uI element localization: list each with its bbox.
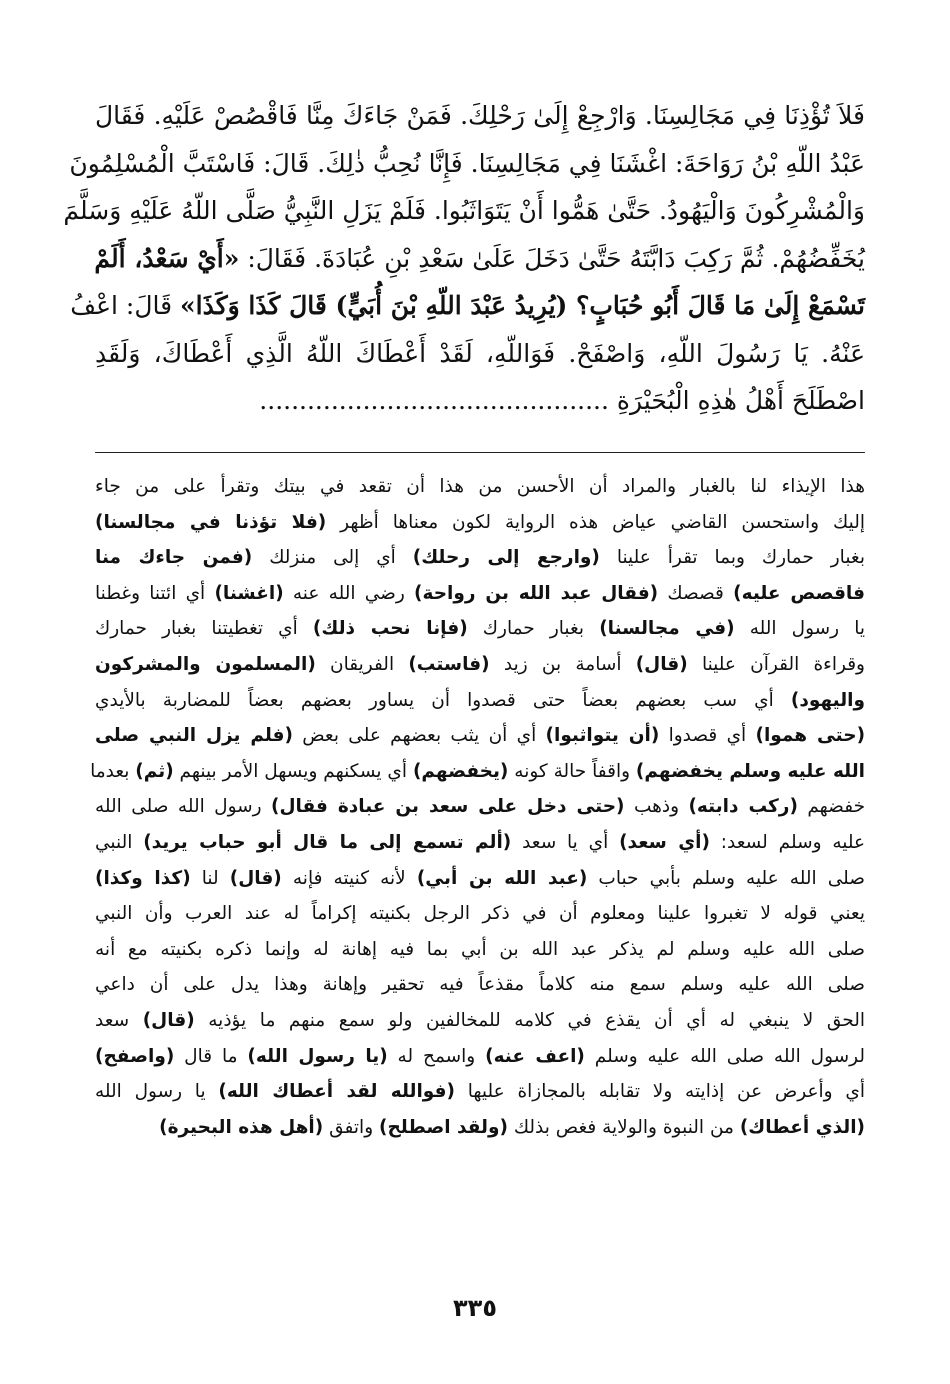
bold-text-run: الله عليه وسلم يخفضهم) (635, 760, 865, 782)
text-run: يُخَفِّضُهُمْ. ثُمَّ رَكِبَ دَابَّتَهُ حَتَّىٰ دَخَلَ عَلَىٰ سَعْدِ بْنِ عُبَادَةَ. فَقَالَ: (239, 243, 865, 273)
text-run: أي أن يثب بعضهم على بعض (292, 725, 546, 747)
text-run: عَبْدُ اللّهِ بْنُ رَوَاحَةَ: اغْشَنَا فِي مَجَالِسِنَا. فَإِنَّا نُحِبُّ ذٰلِكَ. قَالَ: فَاسْتَبَّ الْمُسْلِمُونَ (69, 148, 865, 178)
bold-text-run: (فقال عبد الله بن رواحة) (414, 582, 659, 604)
bold-text-run: (قال) (635, 654, 688, 675)
text-run: صلى الله عليه وسلم سمع منه كلاماً مقذعاً فيه تحقير وإهانة وهذا يدل على أن داعي (95, 974, 865, 996)
bold-text-run: (ركب دابته) (688, 796, 798, 818)
text-run: يعني قوله لا تغبروا علينا ومعلوم أن في ذكر الرجل بكنيته إكراماً له عند العرب وأن النبي (95, 903, 865, 925)
commentary-line (95, 1075, 865, 1109)
bold-text-run: (عبد الله بن أبي) (416, 867, 588, 889)
bold-text-run: (ولقد اصطلح) (379, 1116, 508, 1138)
text-run: فَلاَ تُؤْذِنَا فِي مَجَالِسِنَا. وَارْجِعْ إِلَىٰ رَحْلِكَ. فَمَنْ جَاءَكَ مِنَّا فَاقْصُصْ عَلَيْهِ. فَقَالَ (95, 101, 865, 130)
hadith-line (95, 235, 865, 283)
bold-text-run: (فاستب) (408, 654, 490, 675)
commentary-line (95, 897, 865, 931)
commentary-line (95, 1111, 865, 1145)
bold-text-run: (فإنا نحب ذلك) (312, 618, 468, 640)
hadith-line (95, 92, 865, 140)
bold-text-run: (فلا تؤذنا في مجالسنا) (95, 511, 327, 533)
text-run: واسمح له (387, 1045, 486, 1067)
bold-text-run: «أَيْ سَعْدُ، أَلَمْ (94, 243, 240, 273)
text-run: أي سب بعضهم بعضاً حتى قصدوا أن يساور بعضهم بعضاً للمضاربة بالأيدي (95, 689, 791, 711)
text-run: أي ائتنا وغطنا (95, 582, 215, 604)
bold-text-run: (الذي أعطاك) (739, 1116, 865, 1138)
bold-text-run: (واصفح) (95, 1045, 175, 1067)
bold-text-run: (حتى هموا) (755, 725, 866, 747)
bold-text-run: (وارجع إلى رحلك) (412, 547, 600, 569)
bold-text-run: واليهود) (790, 689, 865, 711)
commentary-line (95, 648, 865, 682)
commentary-line (95, 470, 865, 504)
hadith-line (95, 330, 865, 378)
hadith-line (69, 140, 865, 188)
hadith-line (95, 377, 865, 425)
commentary-line (95, 968, 865, 1002)
bold-text-run: (قال) (142, 1010, 195, 1031)
text-run: إليك واستحسن القاضي عياض هذه الرواية لكون معناها أظهر (326, 511, 865, 533)
text-run: عَنْهُ. يَا رَسُولَ اللّهِ، وَاصْفَحْ. فَوَاللّهِ، لَقَدْ أَعْطَاكَ اللّهُ الَّذِي أَعْطَاكَ، وَلَقَدِ (95, 338, 865, 368)
bold-text-run: (كذا وكذا) (95, 867, 191, 889)
text-run: بغبار حمارك وبما تقرأ علينا (599, 547, 865, 569)
text-run: أي إلى منزلك (252, 547, 413, 569)
text-run: بغبار حمارك (467, 618, 600, 640)
text-run: رضي الله عنه (283, 582, 415, 604)
commentary-line (95, 541, 865, 575)
text-run: واتفق (323, 1116, 380, 1138)
footnote-divider (95, 452, 865, 453)
text-run: وَالْمُشْرِكُونَ وَالْيَهُودُ. حَتَّىٰ هَمُّوا أَنْ يَتَوَاثَبُوا. فَلَمْ يَزَلِ النَّبِيُّ صَلَّى اللّهُ عَلَيْهِ وَسَلَّمَ (63, 196, 865, 225)
bold-text-run: (حتى دخل على سعد بن عبادة فقال) (271, 796, 625, 818)
text-run: قصصك (658, 582, 734, 604)
text-run: الحق لا ينبغي له أي أن يقذع في كلامه للمخالفين ولو سمع منهم ما يؤذيه (194, 1010, 865, 1031)
text-run: خفضهم (797, 796, 866, 818)
text-run: وقراءة القرآن علينا (687, 654, 865, 675)
hadith-line (63, 187, 865, 235)
text-run: وذهب (624, 796, 689, 818)
bold-text-run: (قال) (229, 867, 282, 889)
text-run: يا رسول الله (734, 618, 865, 640)
bold-text-run: تَسْمَعْ إِلَىٰ مَا قَالَ أَبُو حُبَابٍ؟ (يُرِيدُ عَبْدَ اللّهِ بْنَ أُبَيٍّ) قَالَ كَذَا وَكَذَا» (180, 291, 865, 320)
text-run: لرسول الله صلى الله عليه وسلم (584, 1045, 865, 1067)
bold-text-run: (فوالله لقد أعطاك الله) (218, 1081, 455, 1103)
commentary-line (95, 933, 865, 967)
text-run: أي قصدوا (659, 725, 756, 747)
commentary-line (95, 577, 865, 611)
text-run: صلى الله عليه وسلم بأبي حباب (587, 867, 865, 889)
text-run: صلى الله عليه وسلم لم يذكر عبد الله بن أبي بما فيه إهانة له وإنما ذكره بكنيته مع أنه (95, 938, 865, 960)
bold-text-run: (فمن جاءك منا (95, 547, 253, 569)
commentary-line (95, 506, 865, 540)
bold-text-run: (في مجالسنا) (599, 618, 735, 640)
commentary-line (95, 1040, 865, 1074)
text-run: عليه وسلم لسعد: (709, 832, 865, 853)
commentary-line (95, 790, 865, 824)
text-run: أي يسكنهم ويسهل الأمر بينهم (173, 760, 413, 782)
text-run: يا رسول الله (95, 1081, 219, 1103)
text-run: بعدما (90, 760, 136, 782)
text-run: أسامة بن زيد (489, 654, 636, 675)
bold-text-run: (أهل هذه البحيرة) (159, 1116, 324, 1138)
hadith-line (70, 282, 865, 330)
bold-text-run: (اغشنا) (214, 582, 284, 604)
bold-text-run: (يخفضهم) (412, 760, 509, 782)
commentary-line (95, 826, 865, 860)
commentary-line (95, 612, 865, 646)
text-run: واقفاً حالة كونه (508, 760, 636, 782)
text-run: النبي (95, 832, 144, 853)
bold-text-run: (ثم) (135, 760, 174, 782)
text-run: هذا الإيذاء لنا بالغبار والمراد أن الأحسن من هذا أن تقعد في بيتك وتقرأ على من جاء (95, 476, 865, 497)
text-run: أي تغطيتنا بغبار حمارك (95, 618, 313, 640)
text-run: لأنه كنيته فإنه (281, 867, 417, 889)
page-number: ٣٣٥ (453, 1294, 497, 1322)
text-run: ما قال (174, 1045, 248, 1067)
text-run: أي يا سعد (511, 832, 620, 853)
bold-text-run: (ألم تسمع إلى ما قال أبو حباب يريد) (143, 832, 512, 853)
commentary-line (95, 684, 865, 718)
text-run: سعد (95, 1010, 143, 1031)
bold-text-run: فاقصص عليه) (733, 582, 865, 604)
bold-text-run: (اعف عنه) (485, 1045, 585, 1067)
commentary-line (90, 755, 865, 789)
commentary-line (95, 862, 865, 896)
bold-text-run: (فلم يزل النبي صلى (95, 725, 293, 747)
commentary-line (95, 1004, 865, 1038)
text-run: من النبوة والولاية فغص بذلك (507, 1116, 740, 1138)
text-run: أي وأعرض عن إذايته ولا تقابله بالمجازاة عليها (454, 1081, 865, 1103)
text-run: اصْطَلَحَ أَهْلُ هٰذِهِ الْبُحَيْرَةِ ............................................ (259, 386, 865, 415)
text-run: رسول الله صلى الله (95, 796, 271, 818)
text-run: الفريقان (315, 654, 409, 675)
bold-text-run: (المسلمون والمشركون (95, 654, 316, 675)
commentary-line (95, 719, 865, 753)
text-run: قَالَ: اعْفُ (70, 291, 181, 320)
bold-text-run: (أن يتواثبوا) (545, 725, 660, 747)
text-run: لنا (190, 867, 230, 889)
bold-text-run: (يا رسول الله) (247, 1045, 388, 1067)
bold-text-run: (أي سعد) (619, 832, 710, 853)
